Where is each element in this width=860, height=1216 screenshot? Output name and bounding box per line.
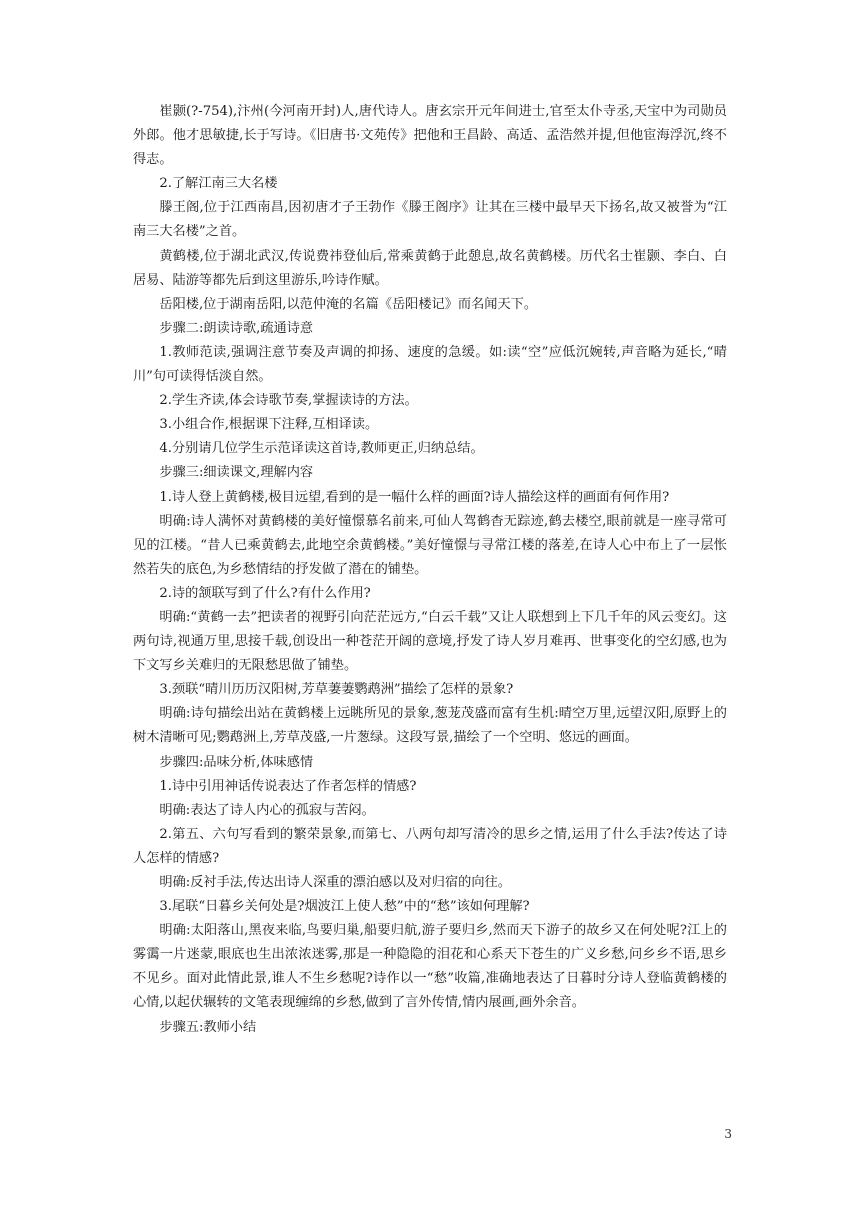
paragraph: 步骤三:细读课文,理解内容 <box>159 465 314 481</box>
paragraph: 3.尾联“日暮乡关何处是?烟波江上使人愁”中的“愁”该如何理解? <box>159 899 530 915</box>
paragraph: 滕王阁,位于江西南昌,因初唐才子王勃作《滕王阁序》让其在三楼中最早天下扬名,故又被誉为“江南三大名楼”之首。 <box>133 200 727 240</box>
paragraph: 2.诗的颔联写到了什么?有什么作用? <box>159 585 371 601</box>
paragraph: 黄鹤楼,位于湖北武汉,传说费祎登仙后,常乘黄鹤于此憩息,故名黄鹤楼。历代名士崔颢、李白、白居易、陆游等都先后到这里游乐,吟诗作赋。 <box>133 248 727 288</box>
paragraph: 2.第五、六句写看到的繁荣景象,而第七、八两句却写清冷的思乡之情,运用了什么手法?传达了诗人怎样的情感? <box>133 826 727 866</box>
paragraph: 3.小组合作,根据课下注释,互相译读。 <box>159 417 379 433</box>
paragraph: 1.诗中引用神话传说表达了作者怎样的情感? <box>159 778 417 794</box>
paragraph: 1.诗人登上黄鹤楼,极目远望,看到的是一幅什么样的画面?诗人描绘这样的画面有何作用? <box>159 489 670 505</box>
paragraph: 4.分别请几位学生示范译读这首诗,教师更正,归纳总结。 <box>159 441 484 457</box>
paragraph: 明确:“黄鹤一去”把读者的视野引向茫茫远方,“白云千载”又让人联想到上下几千年的风云变幻。这两句诗,视通万里,思接千载,创设出一种苍茫开阔的意境,抒发了诗人岁月难再、世事变化的空幻感,也为下文写乡关难归的无限愁思做了铺垫。 <box>133 609 727 674</box>
paragraph: 2.了解江南三大名楼 <box>159 176 278 192</box>
paragraph: 岳阳楼,位于湖南岳阳,以范仲淹的名篇《岳阳楼记》而名闻天下。 <box>159 296 538 312</box>
paragraph: 1.教师范读,强调注意节奏及声调的抑扬、速度的急缓。如:读“空”应低沉婉转,声音略为延长,“晴川”句可读得恬淡自然。 <box>133 344 727 385</box>
paragraph: 明确:诗句描绘出站在黄鹤楼上远眺所见的景象,葱茏茂盛而富有生机:晴空万里,远望汉阳,原野上的树木清晰可见;鹦鹉洲上,芳草茂盛,一片葱绿。这段写景,描绘了一个空明、悠远的画面。 <box>133 706 727 746</box>
paragraph: 明确:诗人满怀对黄鹤楼的美好憧憬慕名前来,可仙人驾鹤杳无踪迹,鹤去楼空,眼前就是一座寻常可见的江楼。“昔人已乘黄鹤去,此地空余黄鹤楼。”美好憧憬与寻常江楼的落差,在诗人心中布上了一层怅然若失的底色,为乡愁情结的抒发做了潜在的铺垫。 <box>133 513 727 577</box>
paragraph: 崔颢(?-754),汴州(今河南开封)人,唐代诗人。唐玄宗开元年间进士,官至太仆寺丞,天宝中为司勋员外郎。他才思敏捷,长于写诗。《旧唐书·文苑传》把他和王昌龄、高适、孟浩然并提,但他宦海浮沉,终不得志。 <box>133 104 727 168</box>
paragraph: 2.学生齐读,体会诗歌节奏,掌握读诗的方法。 <box>159 393 418 409</box>
paragraph: 明确:反衬手法,传达出诗人深重的漂泊感以及对归宿的向往。 <box>159 875 511 890</box>
paragraph: 3.颈联“晴川历历汉阳树,芳草萋萋鹦鹉洲”描绘了怎样的景象? <box>159 682 514 698</box>
paragraph: 步骤二:朗读诗歌,疏通诗意 <box>159 320 314 336</box>
document-body <box>133 100 727 1040</box>
paragraph: 步骤四:品味分析,体味感情 <box>159 754 314 770</box>
paragraph: 明确:表达了诗人内心的孤寂与苦闷。 <box>159 802 375 818</box>
paragraph: 明确:太阳落山,黑夜来临,鸟要归巢,船要归航,游子要归乡,然而天下游子的故乡又在何处呢?江上的雾霭一片迷蒙,眼底也生出浓浓迷雾,那是一种隐隐的泪花和心系天下苍生的广义乡愁,问乡乡不语,思乡不见乡。面对此情此景,谁人不生乡愁呢?诗作以一“愁”收篇,准确地表达了日暮时分诗人登临黄鹤楼的心情,以起伏辗转的文笔表现缠绵的乡愁,做到了言外传情,情内展画,画外余音。 <box>133 923 727 1011</box>
paragraph: 步骤五:教师小结 <box>159 1019 257 1035</box>
page-number: 3 <box>724 1127 732 1141</box>
